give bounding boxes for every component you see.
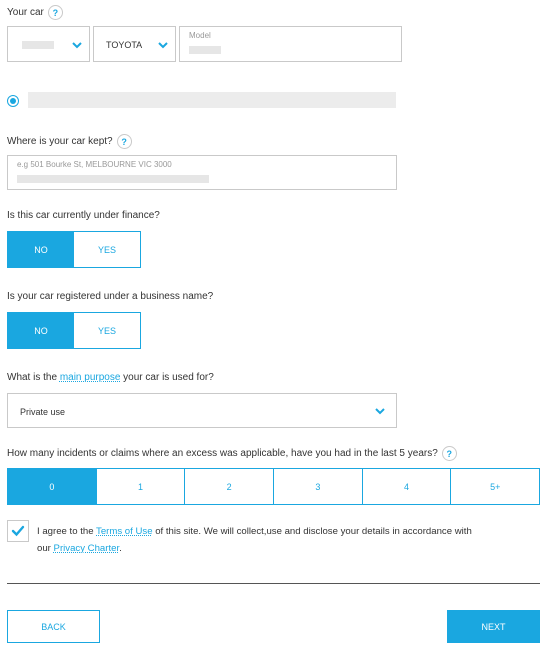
purpose-select[interactable] [7, 393, 397, 428]
agree-text-4: . [119, 543, 122, 554]
finance-label: Is this car currently under finance? [7, 210, 160, 221]
purpose-label [7, 372, 214, 383]
back-button[interactable]: BACK [7, 610, 100, 643]
incidents-option-2[interactable]: 2 [184, 469, 273, 504]
checkmark-icon [11, 524, 25, 538]
privacy-charter-link[interactable]: Privacy Charter [53, 543, 120, 554]
main-purpose-link[interactable]: main purpose [59, 372, 121, 383]
incidents-selector [7, 468, 540, 505]
finance-toggle [7, 231, 141, 268]
business-no-button[interactable]: NO [8, 313, 74, 348]
agree-text-1: I agree to the [37, 526, 97, 537]
agree-text-2: of this site. We will collect,use and disclose your details in accordance with [152, 526, 472, 537]
incidents-label: How many incidents or claims where an excess was applicable, have you had in the last 5 years? [7, 448, 438, 460]
divider [7, 583, 540, 584]
car-section-title [7, 5, 63, 20]
agree-text-3: our [37, 543, 54, 554]
address-placeholder: e.g 501 Bourke St, MELBOURNE VIC 3000 [17, 160, 172, 169]
redacted-vehicle-description [28, 92, 396, 108]
redacted-address [17, 175, 209, 183]
redacted-year [22, 41, 54, 49]
finance-yes-button[interactable]: YES [74, 232, 140, 267]
purpose-label-before: What is the [7, 372, 60, 383]
chevron-down-icon [374, 406, 386, 416]
chevron-down-icon [157, 40, 169, 50]
help-icon[interactable]: ? [48, 5, 63, 20]
model-placeholder: Model [189, 31, 211, 40]
incidents-option-0[interactable]: 0 [8, 469, 96, 504]
make-value: TOYOTA [106, 40, 143, 50]
incidents-option-3[interactable]: 3 [273, 469, 362, 504]
car-label: Your car [7, 7, 44, 19]
finance-no-button[interactable]: NO [8, 232, 74, 267]
radio-dot [10, 98, 16, 104]
address-section-title [7, 134, 132, 149]
incidents-section-title [7, 446, 457, 461]
next-button[interactable]: NEXT [447, 610, 540, 643]
purpose-value: Private use [20, 407, 66, 417]
make-select[interactable] [93, 26, 176, 62]
incidents-option-1[interactable]: 1 [96, 469, 185, 504]
vehicle-radio[interactable] [7, 95, 19, 107]
incidents-option-4[interactable]: 4 [362, 469, 451, 504]
year-select[interactable] [7, 26, 90, 62]
chevron-down-icon [71, 40, 83, 50]
help-icon[interactable]: ? [442, 446, 457, 461]
business-toggle [7, 312, 141, 349]
address-label: Where is your car kept? [7, 136, 113, 148]
business-yes-button[interactable]: YES [74, 313, 140, 348]
help-icon[interactable]: ? [117, 134, 132, 149]
incidents-option-5plus[interactable]: 5+ [450, 469, 539, 504]
address-input[interactable] [7, 155, 397, 190]
agree-checkbox[interactable] [7, 520, 29, 542]
redacted-model [189, 46, 221, 54]
agree-text [37, 523, 517, 557]
purpose-label-after: your car is used for? [120, 372, 214, 383]
terms-of-use-link[interactable]: Terms of Use [96, 526, 153, 537]
model-input[interactable] [179, 26, 402, 62]
business-label: Is your car registered under a business name? [7, 291, 214, 302]
